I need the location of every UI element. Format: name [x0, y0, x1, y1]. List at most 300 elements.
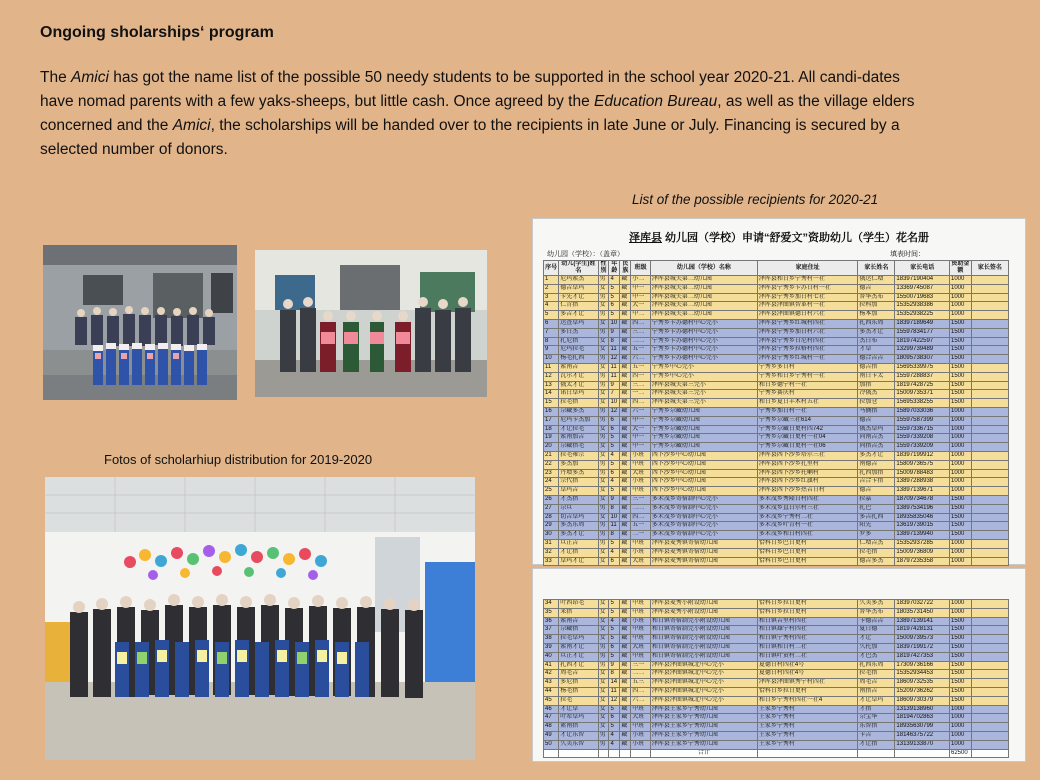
- table-cell: 13897139141: [895, 617, 950, 626]
- table-cell: 5: [609, 608, 620, 617]
- table-cell: 久托加: [858, 643, 895, 652]
- table-cell: 中一: [631, 284, 651, 293]
- table-cell: 9: [544, 346, 559, 355]
- table-cell: 1500: [949, 652, 971, 661]
- table-row: [544, 451, 1009, 460]
- table-cell: 13139133870: [895, 740, 950, 749]
- table-cell: 39: [544, 643, 559, 652]
- table-cell: 6: [609, 469, 620, 478]
- table-cell: 泽库县泽曲镇德日村六社: [757, 311, 857, 320]
- table-cell: 五一: [631, 522, 651, 531]
- table-cell: 卓玛才让: [559, 557, 598, 566]
- table-cell: 女: [598, 399, 609, 408]
- table-cell: [559, 749, 598, 758]
- table-cell: 18935835046: [895, 513, 950, 522]
- table-cell: 宁秀乡尕藏幼儿园: [650, 434, 757, 443]
- table-cell: 泽库县西卜沙乡塔尔三社: [757, 451, 857, 460]
- table-cell: 多杰才让: [858, 328, 895, 337]
- table-row: [544, 372, 1009, 381]
- table-cell: 藏: [620, 661, 631, 670]
- table-cell: 藏: [620, 363, 631, 372]
- table-cell: [971, 284, 1008, 293]
- table-cell: 宁秀乡卡苏德村中心完小: [650, 319, 757, 328]
- table-cell: 11: [544, 363, 559, 372]
- table-row: [544, 381, 1009, 390]
- table-cell: 30: [544, 531, 559, 540]
- table-cell: 18797235358: [895, 557, 950, 566]
- table-cell: 藏: [620, 311, 631, 320]
- table-cell: 藏: [620, 443, 631, 452]
- table-cell: [971, 548, 1008, 557]
- table-cell: 4: [609, 478, 620, 487]
- table-cell: 多禾茂乡直日尔村三社: [757, 504, 857, 513]
- table-cell: 男: [598, 539, 609, 548]
- table-cell: 藏: [620, 531, 631, 540]
- table-cell: 18397032722: [895, 600, 950, 609]
- table-cell: [971, 487, 1008, 496]
- table-cell: 藏: [620, 608, 631, 617]
- table-cell: 男: [598, 355, 609, 364]
- table-cell: 扎西才让: [559, 661, 598, 670]
- table-cell: 5: [609, 434, 620, 443]
- table-cell: 藏: [620, 469, 631, 478]
- table-cell: 扎西加措: [858, 469, 895, 478]
- table-cell: 14: [544, 390, 559, 399]
- table-cell: 藏: [620, 504, 631, 513]
- table-cell: 5: [609, 626, 620, 635]
- table-cell: 中班: [631, 460, 651, 469]
- table-cell: 多禾茂乡宁秀村二社: [757, 513, 857, 522]
- column-header: 民族: [620, 261, 631, 276]
- table-cell: 1500: [949, 670, 971, 679]
- table-cell: 1500: [949, 643, 971, 652]
- table-cell: 1500: [949, 381, 971, 390]
- table-cell: [895, 749, 950, 758]
- table-cell: 中班: [631, 608, 651, 617]
- table-cell: 13619739015: [895, 522, 950, 531]
- table-cell: 女: [598, 626, 609, 635]
- table-cell: 恰科日乡拉日更村: [757, 600, 857, 609]
- table-cell: 夏德日村四社4号: [757, 661, 857, 670]
- table-cell: 四二: [631, 319, 651, 328]
- table-cell: 女: [598, 302, 609, 311]
- table-row: [544, 608, 1009, 617]
- table-row: [544, 337, 1009, 346]
- table-cell: 泽库县麦秀小附设幼儿园: [650, 600, 757, 609]
- table-cell: [971, 731, 1008, 740]
- table-cell: 1000: [949, 539, 971, 548]
- table-cell: 德合吉吉: [858, 355, 895, 364]
- table-cell: 11: [609, 346, 620, 355]
- table-cell: 南日卡太: [858, 372, 895, 381]
- table-cell: 南德吉: [858, 460, 895, 469]
- table-cell: 中班: [631, 600, 651, 609]
- table-cell: 1500: [949, 522, 971, 531]
- table-cell: 罗多: [858, 531, 895, 540]
- table-cell: 藏: [620, 548, 631, 557]
- table-cell: 6: [544, 319, 559, 328]
- table-cell: 47: [544, 714, 559, 723]
- table-row: [544, 416, 1009, 425]
- table-row: [544, 617, 1009, 626]
- table-cell: 久美多杰: [858, 600, 895, 609]
- table-cell: 女: [598, 635, 609, 644]
- table-row: [544, 687, 1009, 696]
- table-cell: 5: [609, 443, 620, 452]
- table-cell: [971, 363, 1008, 372]
- table-cell: 藏: [620, 328, 631, 337]
- table-cell: 小班: [631, 731, 651, 740]
- unit-label: 幼儿园（学校）：（盖章）: [547, 251, 624, 258]
- table-cell: 藏: [620, 522, 631, 531]
- amici-term: Amici: [71, 69, 109, 86]
- table-cell: 王家乡宁秀村: [757, 705, 857, 714]
- table-cell: [971, 635, 1008, 644]
- table-cell: 10: [609, 399, 620, 408]
- table-cell: 久美东智: [559, 740, 598, 749]
- table-cell: 1000: [949, 600, 971, 609]
- table-cell: 宁秀乡尕藏日更村四742: [757, 425, 857, 434]
- table-cell: [971, 696, 1008, 705]
- table-cell: 男: [598, 652, 609, 661]
- table-cell: 和日乡德宁村一社: [757, 381, 857, 390]
- table-cell: 1500: [949, 635, 971, 644]
- table-cell: 六二: [631, 696, 651, 705]
- table-cell: [971, 346, 1008, 355]
- table-cell: 俄太才让: [559, 381, 598, 390]
- table-cell: 女: [598, 284, 609, 293]
- column-header: 家长电话: [895, 261, 950, 276]
- table-row: [544, 696, 1009, 705]
- table-cell: 18397190404: [895, 276, 950, 285]
- column-header: 幼儿(学生)姓名: [559, 261, 598, 276]
- table-cell: 男: [598, 407, 609, 416]
- table-cell: 泽库县宁秀乡日尼村四社: [757, 337, 857, 346]
- amici-term: Amici: [172, 117, 211, 134]
- table-cell: 藏: [620, 740, 631, 749]
- table-cell: 18197427353: [895, 652, 950, 661]
- table-cell: [971, 451, 1008, 460]
- table-cell: [971, 705, 1008, 714]
- table-cell: 泽库县西卜沙乡热吉日村: [757, 487, 857, 496]
- table-cell: 1500: [949, 617, 971, 626]
- table-cell: 三一: [631, 661, 651, 670]
- table-cell: 卓玛吉: [559, 487, 598, 496]
- table-cell: [858, 749, 895, 758]
- table-cell: 小班: [631, 740, 651, 749]
- table-cell: [971, 319, 1008, 328]
- table-cell: 泽库县泽曲镇智革村一社: [757, 302, 857, 311]
- table-cell: 46: [544, 705, 559, 714]
- table-cell: 扎巴: [858, 504, 895, 513]
- table-cell: 9: [609, 381, 620, 390]
- table-cell: 多日杰: [559, 328, 598, 337]
- table-cell: 尕旦: [559, 504, 598, 513]
- table-cell: 才让措: [559, 548, 598, 557]
- table-cell: 恰科日乡巴日更村: [757, 539, 857, 548]
- table-cell: 才让卓玛: [858, 696, 895, 705]
- table-cell: 男: [598, 522, 609, 531]
- table-cell: 女: [598, 478, 609, 487]
- table-cell: 18197428131: [895, 626, 950, 635]
- table-cell: 5: [609, 487, 620, 496]
- column-header: 性别: [598, 261, 609, 276]
- table-cell: 吉合卡措: [858, 478, 895, 487]
- table-cell: [971, 504, 1008, 513]
- table-cell: 1000: [949, 714, 971, 723]
- table-cell: 36: [544, 617, 559, 626]
- table-cell: 1000: [949, 425, 971, 434]
- table-cell: 泽库县宁秀乡卡苏日村一社: [757, 284, 857, 293]
- table-cell: 二二: [631, 504, 651, 513]
- table-cell: 1000: [949, 731, 971, 740]
- table-cell: 中二: [631, 311, 651, 320]
- table-cell: [757, 749, 857, 758]
- table-cell: 1000: [949, 740, 971, 749]
- table-cell: 中班: [631, 539, 651, 548]
- table-cell: 18194702863: [895, 714, 950, 723]
- table-cell: 六二: [631, 355, 651, 364]
- table-row: [544, 276, 1009, 285]
- table-row: [544, 407, 1009, 416]
- table-row: [544, 548, 1009, 557]
- table-cell: [971, 723, 1008, 732]
- table-cell: 12: [609, 355, 620, 364]
- table-cell: 普华杰布: [858, 608, 895, 617]
- table-cell: [971, 328, 1008, 337]
- table-cell: 12: [544, 372, 559, 381]
- table-cell: 藏: [620, 434, 631, 443]
- table-cell: 恰科日乡巴日更村: [757, 548, 857, 557]
- table-cell: 4: [544, 302, 559, 311]
- table-cell: 6: [609, 557, 620, 566]
- table-cell: 15897033036: [895, 407, 950, 416]
- table-cell: 和日镇寄宿制完小附设幼儿园: [650, 626, 757, 635]
- table-cell: 18397199912: [895, 451, 950, 460]
- table-cell: 18609732535: [895, 679, 950, 688]
- table-cell: 24: [544, 478, 559, 487]
- table-cell: 13897139940: [895, 531, 950, 540]
- table-cell: [971, 539, 1008, 548]
- recipient-list-caption: List of the possible recipients for 2020-21: [632, 192, 879, 207]
- table-cell: [971, 652, 1008, 661]
- table-cell: 四二: [631, 513, 651, 522]
- table-cell: 20: [544, 443, 559, 452]
- table-cell: 女: [598, 513, 609, 522]
- table-cell: 泽库县宁秀乡加日村七社: [757, 293, 857, 302]
- table-cell: 拉毛措: [858, 548, 895, 557]
- table-cell: 女: [598, 557, 609, 566]
- table-cell: 德吉: [858, 487, 895, 496]
- table-cell: 1500: [949, 363, 971, 372]
- table-cell: 女: [598, 714, 609, 723]
- table-cell: 1000: [949, 557, 971, 566]
- table-cell: [971, 617, 1008, 626]
- table-cell: 5: [609, 635, 620, 644]
- table-cell: 一二: [631, 390, 651, 399]
- recipient-list-page-1: [532, 218, 1026, 565]
- table-cell: 德吉多杰: [858, 557, 895, 566]
- table-cell: 大一: [631, 425, 651, 434]
- table-cell: 泽库县城关第二幼儿园: [650, 284, 757, 293]
- table-row: [544, 293, 1009, 302]
- table-cell: 宁秀乡卡苏德村中心完小: [650, 328, 757, 337]
- table-cell: 宁秀乡卡苏德村中心完小: [650, 346, 757, 355]
- table-row: [544, 425, 1009, 434]
- table-row: [544, 557, 1009, 566]
- table-cell: 15597834177: [895, 328, 950, 337]
- table-cell: 4: [609, 276, 620, 285]
- table-cell: [971, 740, 1008, 749]
- table-cell: 男: [598, 731, 609, 740]
- table-cell: 仁增吉杰: [858, 539, 895, 548]
- table-cell: [598, 749, 609, 758]
- table-cell: 49: [544, 731, 559, 740]
- table-cell: 泽库县王家乡宁秀幼儿园: [650, 731, 757, 740]
- table-cell: 4: [609, 740, 620, 749]
- table-cell: 阳先: [858, 522, 895, 531]
- table-cell: 34: [544, 600, 559, 609]
- table-cell: 11: [609, 522, 620, 531]
- table-cell: 13: [544, 381, 559, 390]
- table-row: [544, 434, 1009, 443]
- table-cell: 中班: [631, 723, 651, 732]
- table-cell: 普华杰布: [858, 293, 895, 302]
- table-cell: 多禾茂乡叶青村一社: [757, 522, 857, 531]
- table-cell: 仁青措: [559, 302, 598, 311]
- table-cell: 小二: [631, 276, 651, 285]
- table-cell: [971, 425, 1008, 434]
- table-cell: 泽库县和日乡宁秀村一社: [757, 276, 857, 285]
- table-cell: 15209736262: [895, 687, 950, 696]
- table-cell: 德吉: [858, 416, 895, 425]
- table-cell: 拉加仓: [858, 399, 895, 408]
- table-cell: [971, 372, 1008, 381]
- table-cell: 宁秀乡赛庆村: [757, 390, 857, 399]
- table-cell: 尼玛拉毛: [559, 346, 598, 355]
- table-cell: 5: [609, 460, 620, 469]
- total-value: 62500: [949, 749, 971, 758]
- table-cell: 25: [544, 487, 559, 496]
- table-cell: [971, 302, 1008, 311]
- table-cell: 尕宝华: [858, 714, 895, 723]
- table-cell: 藏: [620, 557, 631, 566]
- table-cell: [971, 714, 1008, 723]
- table-cell: 藏: [620, 355, 631, 364]
- table-cell: 男: [598, 311, 609, 320]
- table-cell: 藏: [620, 390, 631, 399]
- table-cell: 15009788483: [895, 469, 950, 478]
- table-row: [544, 478, 1009, 487]
- table-cell: 和日镇雄宁村四社: [757, 626, 857, 635]
- table-cell: 来措: [559, 608, 598, 617]
- table-cell: 藏: [620, 539, 631, 548]
- table-cell: 1000: [949, 478, 971, 487]
- table-cell: 和日镇吉里村四社: [757, 617, 857, 626]
- table-cell: 女: [598, 451, 609, 460]
- table-cell: 藏: [620, 723, 631, 732]
- table-cell: 藏: [620, 416, 631, 425]
- table-cell: 宗代措: [559, 478, 598, 487]
- table-cell: 4: [609, 451, 620, 460]
- table-cell: 中班: [631, 635, 651, 644]
- table-cell: 中班: [631, 626, 651, 635]
- table-cell: 冷俄杰: [858, 390, 895, 399]
- table-cell: [971, 469, 1008, 478]
- table-cell: 小班: [631, 451, 651, 460]
- table-cell: [971, 495, 1008, 504]
- table-cell: 5: [609, 652, 620, 661]
- table-row: [544, 399, 1009, 408]
- table-cell: 6: [609, 714, 620, 723]
- table-cell: 1: [544, 276, 559, 285]
- table-cell: [971, 399, 1008, 408]
- table-cell: 藏: [620, 293, 631, 302]
- table-cell: 中一: [631, 443, 651, 452]
- table-cell: 德吉卓玛: [559, 284, 598, 293]
- table-row: [544, 504, 1009, 513]
- table-cell: 五一: [631, 363, 651, 372]
- table-cell: 多禾茂乡和日村四社: [757, 531, 857, 540]
- page-heading: Ongoing sholarships‘ program: [40, 24, 274, 41]
- table-cell: 尚南吉杰: [858, 434, 895, 443]
- table-cell: 1500: [949, 626, 971, 635]
- table-cell: 17: [544, 416, 559, 425]
- table-cell: 多杰加: [559, 460, 598, 469]
- table-cell: 女: [598, 696, 609, 705]
- table-row: [544, 513, 1009, 522]
- table-cell: 尼玛索杰: [559, 276, 598, 285]
- table-cell: 1500: [949, 399, 971, 408]
- table-cell: 男: [598, 328, 609, 337]
- table-cell: 王家乡宁秀村: [757, 714, 857, 723]
- table-cell: 中一: [631, 293, 651, 302]
- table-cell: 俄杰卓玛: [858, 425, 895, 434]
- table-cell: [971, 687, 1008, 696]
- table-cell: 和日镇宁秀村四社: [757, 635, 857, 644]
- table-cell: 1000: [949, 311, 971, 320]
- table-cell: 9: [609, 661, 620, 670]
- table-cell: [971, 416, 1008, 425]
- table-cell: 藏: [620, 478, 631, 487]
- table-cell: 15695339975: [895, 363, 950, 372]
- table-cell: 泽库县城关第二幼儿园: [650, 276, 757, 285]
- table-cell: 男: [598, 661, 609, 670]
- table-cell: 藏: [620, 714, 631, 723]
- table-cell: 38: [544, 635, 559, 644]
- table-cell: 马摘措: [858, 407, 895, 416]
- table-cell: 藏: [620, 381, 631, 390]
- table-cell: 男: [598, 276, 609, 285]
- table-cell: 卡德吉吉: [858, 617, 895, 626]
- table-cell: 扎西东周: [858, 319, 895, 328]
- table-cell: 藏: [620, 679, 631, 688]
- table-cell: [971, 531, 1008, 540]
- table-cell: 杨本加: [858, 311, 895, 320]
- table-cell: 四一: [631, 372, 651, 381]
- table-cell: 15597336715: [895, 425, 950, 434]
- table-cell: [971, 460, 1008, 469]
- table-cell: 6: [609, 425, 620, 434]
- table-cell: 16: [544, 407, 559, 416]
- table-cell: 扎尼措: [559, 337, 598, 346]
- table-cell: 17309736166: [895, 661, 950, 670]
- table-cell: 泽库县王家乡宁秀幼儿园: [650, 714, 757, 723]
- table-cell: 44: [544, 687, 559, 696]
- table-cell: 4: [609, 617, 620, 626]
- table-cell: 泽库县麦秀小附设幼儿园: [650, 608, 757, 617]
- table-cell: [971, 390, 1008, 399]
